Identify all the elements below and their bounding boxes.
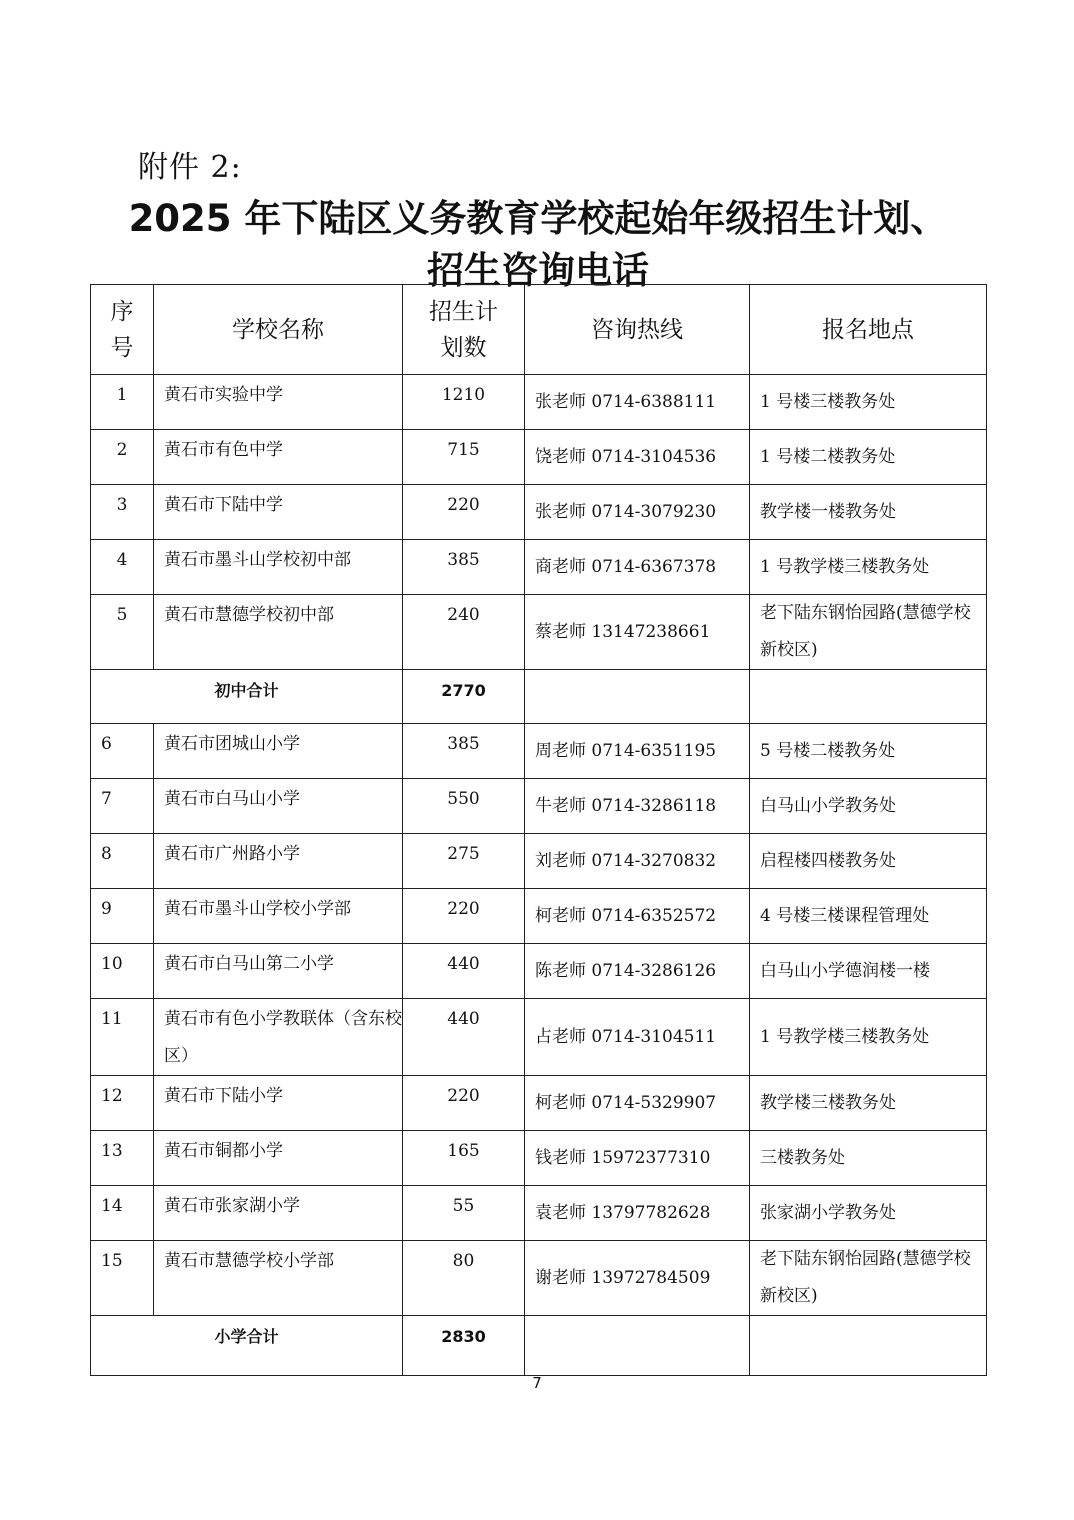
school-name: 黄石市墨斗山学校小学部 [154, 889, 403, 944]
table-row [91, 1131, 987, 1186]
registration-location: 三楼教务处 [750, 1131, 987, 1186]
empty-cell [525, 1316, 750, 1376]
primary-school-rows [91, 724, 987, 1316]
school-name: 黄石市实验中学 [154, 375, 403, 430]
enrollment-plan: 80 [403, 1241, 525, 1316]
registration-location: 1 号教学楼三楼教务处 [750, 540, 987, 595]
middle-total-row [91, 670, 987, 724]
registration-location: 张家湖小学教务处 [750, 1186, 987, 1241]
table-row [91, 1186, 987, 1241]
table-row [91, 430, 987, 485]
registration-location: 5 号楼二楼教务处 [750, 724, 987, 779]
attachment-label: 附件 2: [138, 150, 242, 185]
table-row [91, 944, 987, 999]
enrollment-plan: 220 [403, 485, 525, 540]
primary-total-section [91, 1316, 987, 1376]
enrollment-plan: 550 [403, 779, 525, 834]
enrollment-plan: 275 [403, 834, 525, 889]
row-index: 8 [91, 834, 154, 889]
header-index: 序号 [91, 285, 154, 375]
registration-location: 教学楼三楼教务处 [750, 1076, 987, 1131]
table-row [91, 1076, 987, 1131]
primary-total-label: 小学合计 [91, 1316, 403, 1376]
row-index: 5 [91, 595, 154, 670]
consult-phone: 袁老师 13797782628 [525, 1186, 750, 1241]
school-name: 黄石市广州路小学 [154, 834, 403, 889]
registration-location: 1 号楼二楼教务处 [750, 430, 987, 485]
consult-phone: 谢老师 13972784509 [525, 1241, 750, 1316]
row-index: 2 [91, 430, 154, 485]
enrollment-table [90, 284, 987, 1376]
consult-phone: 钱老师 15972377310 [525, 1131, 750, 1186]
row-index: 3 [91, 485, 154, 540]
table-header-row [91, 285, 987, 375]
registration-location: 教学楼一楼教务处 [750, 485, 987, 540]
registration-location: 1 号楼三楼教务处 [750, 375, 987, 430]
page-number: 7 [532, 1374, 542, 1392]
row-index: 1 [91, 375, 154, 430]
school-name: 黄石市下陆中学 [154, 485, 403, 540]
consult-phone: 占老师 0714-3104511 [525, 999, 750, 1076]
header-location: 报名地点 [750, 285, 987, 375]
table-row [91, 595, 987, 670]
middle-total-value: 2770 [403, 670, 525, 724]
header-plan: 招生计划数 [403, 285, 525, 375]
consult-phone: 蔡老师 13147238661 [525, 595, 750, 670]
consult-phone: 商老师 0714-6367378 [525, 540, 750, 595]
school-name: 黄石市慧德学校小学部 [154, 1241, 403, 1316]
consult-phone: 周老师 0714-6351195 [525, 724, 750, 779]
enrollment-plan: 1210 [403, 375, 525, 430]
consult-phone: 柯老师 0714-5329907 [525, 1076, 750, 1131]
row-index: 10 [91, 944, 154, 999]
row-index: 15 [91, 1241, 154, 1316]
middle-school-rows [91, 375, 987, 670]
row-index: 13 [91, 1131, 154, 1186]
enrollment-plan: 220 [403, 889, 525, 944]
row-index: 6 [91, 724, 154, 779]
consult-phone: 张老师 0714-6388111 [525, 375, 750, 430]
empty-cell [750, 670, 987, 724]
table-row [91, 724, 987, 779]
table-row [91, 375, 987, 430]
enrollment-plan: 440 [403, 999, 525, 1076]
empty-cell [525, 670, 750, 724]
enrollment-plan: 220 [403, 1076, 525, 1131]
school-name: 黄石市有色中学 [154, 430, 403, 485]
registration-location: 白马山小学德润楼一楼 [750, 944, 987, 999]
enrollment-plan: 385 [403, 724, 525, 779]
school-name: 黄石市墨斗山学校初中部 [154, 540, 403, 595]
enrollment-plan: 385 [403, 540, 525, 595]
registration-location: 老下陆东钢怡园路(慧德学校新校区) [750, 1241, 987, 1316]
consult-phone: 牛老师 0714-3286118 [525, 779, 750, 834]
enrollment-plan: 165 [403, 1131, 525, 1186]
table-row [91, 834, 987, 889]
school-name: 黄石市下陆小学 [154, 1076, 403, 1131]
document-title-line1: 2025 年下陆区义务教育学校起始年级招生计划、 [128, 197, 948, 240]
registration-location: 1 号教学楼三楼教务处 [750, 999, 987, 1076]
registration-location: 4 号楼三楼课程管理处 [750, 889, 987, 944]
row-index: 14 [91, 1186, 154, 1241]
enrollment-plan: 715 [403, 430, 525, 485]
consult-phone: 柯老师 0714-6352572 [525, 889, 750, 944]
table-row [91, 485, 987, 540]
registration-location: 白马山小学教务处 [750, 779, 987, 834]
consult-phone: 张老师 0714-3079230 [525, 485, 750, 540]
middle-total-section [91, 670, 987, 724]
header-school-name: 学校名称 [154, 285, 403, 375]
enrollment-plan: 55 [403, 1186, 525, 1241]
registration-location: 启程楼四楼教务处 [750, 834, 987, 889]
table-row [91, 540, 987, 595]
school-name: 黄石市张家湖小学 [154, 1186, 403, 1241]
school-name: 黄石市慧德学校初中部 [154, 595, 403, 670]
row-index: 7 [91, 779, 154, 834]
header-phone: 咨询热线 [525, 285, 750, 375]
table-row [91, 889, 987, 944]
registration-location: 老下陆东钢怡园路(慧德学校新校区) [750, 595, 987, 670]
enrollment-plan: 240 [403, 595, 525, 670]
row-index: 4 [91, 540, 154, 595]
school-name: 黄石市白马山第二小学 [154, 944, 403, 999]
row-index: 9 [91, 889, 154, 944]
empty-cell [750, 1316, 987, 1376]
school-name: 黄石市有色小学教联体（含东校区） [154, 999, 403, 1076]
primary-total-row [91, 1316, 987, 1376]
table-row [91, 1241, 987, 1316]
consult-phone: 陈老师 0714-3286126 [525, 944, 750, 999]
document-title-line2: 招生咨询电话 [427, 249, 649, 292]
row-index: 11 [91, 999, 154, 1076]
school-name: 黄石市团城山小学 [154, 724, 403, 779]
primary-total-value: 2830 [403, 1316, 525, 1376]
school-name: 黄石市铜都小学 [154, 1131, 403, 1186]
school-name: 黄石市白马山小学 [154, 779, 403, 834]
consult-phone: 刘老师 0714-3270832 [525, 834, 750, 889]
table-row [91, 779, 987, 834]
row-index: 12 [91, 1076, 154, 1131]
middle-total-label: 初中合计 [91, 670, 403, 724]
table-row [91, 999, 987, 1076]
consult-phone: 饶老师 0714-3104536 [525, 430, 750, 485]
enrollment-plan: 440 [403, 944, 525, 999]
